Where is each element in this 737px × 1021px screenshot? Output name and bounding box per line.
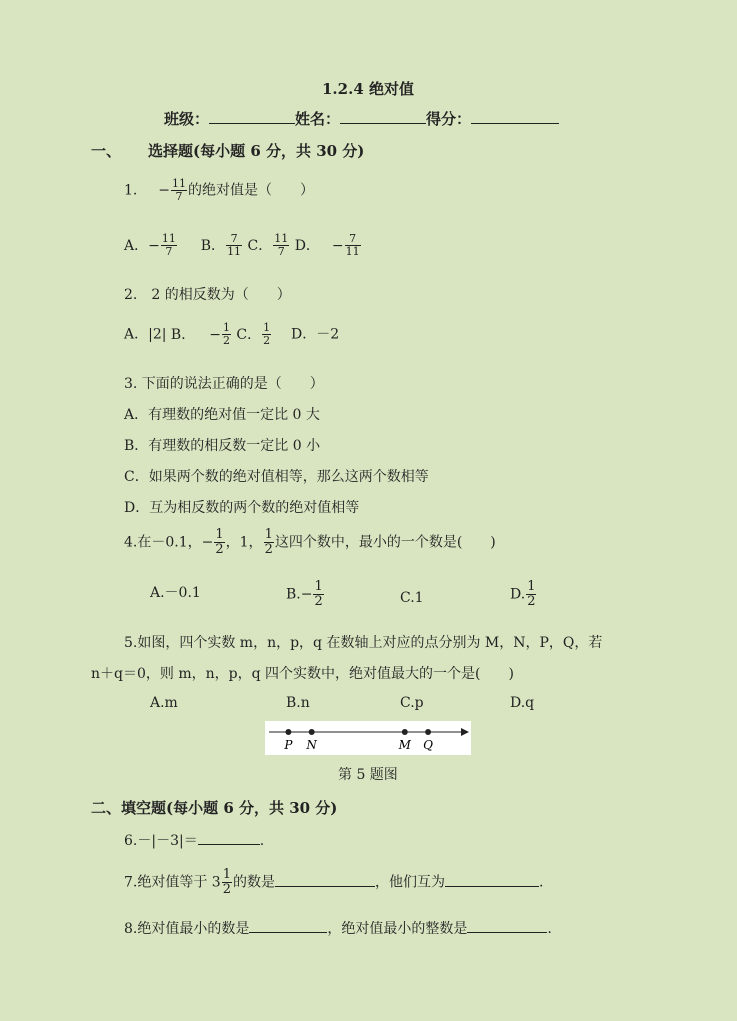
point-q	[425, 729, 431, 735]
page-title: 1.2.4 绝对值	[322, 80, 414, 98]
question-5-line1: 5.如图，四个实数 m，n，p，q 在数轴上对应的点分别为 M，N，P，Q，若	[124, 635, 603, 651]
q5-option-a[interactable]: A.m	[150, 695, 178, 711]
q4-option-c[interactable]: C.1	[400, 590, 424, 606]
q5-option-b[interactable]: B.n	[286, 695, 310, 711]
q6-blank[interactable]	[198, 830, 260, 845]
number-line-figure	[265, 721, 471, 755]
q3-option-a[interactable]: A．有理数的绝对值一定比 0 大	[124, 407, 320, 423]
point-p	[285, 729, 291, 735]
q5-option-d[interactable]: D.q	[510, 695, 535, 711]
question-3: 3. 下面的说法正确的是（ ）	[124, 376, 324, 392]
point-label-p: P	[284, 738, 293, 752]
q3-option-b[interactable]: B．有理数的相反数一定比 0 小	[124, 438, 321, 454]
name-blank[interactable]	[340, 109, 426, 124]
name-label: 姓名：	[295, 110, 341, 128]
q1-options	[124, 233, 362, 258]
question-6: 6.－|－3|＝ .	[124, 830, 264, 850]
q7-blank-2[interactable]	[445, 872, 539, 887]
question-2: 2. 2 的相反数为（ ）	[124, 287, 291, 303]
q8-blank-2[interactable]	[467, 918, 547, 933]
q3-option-c[interactable]: C．如果两个数的绝对值相等，那么这两个数相等	[124, 469, 429, 485]
q4-option-d[interactable]: D. $\frac{1}{2}$	[510, 579, 536, 609]
point-label-n: N	[306, 738, 317, 752]
section1-number: 一、	[91, 142, 122, 160]
q4-fraction-2: $\frac{1}{2}$	[264, 527, 273, 557]
q4-option-a[interactable]: A.－0.1	[150, 585, 201, 601]
q1-number: 1.	[124, 182, 138, 199]
question-8: 8.绝对值最小的数是 ，绝对值最小的整数是 .	[124, 918, 552, 938]
q7-fraction: $\frac{1}{2}$	[222, 867, 231, 897]
question-4: 4.在－0.1，− $\frac{1}{2}$ ，1， $\frac{1}{2}$ 这四个数中，最小的一个数是( )	[124, 527, 496, 557]
q2-option-c[interactable]: C． $\frac{1}{2}$	[236, 321, 271, 347]
q2-option-b[interactable]: B． − $\frac{1}{2}$	[170, 321, 230, 347]
point-n	[309, 729, 315, 735]
q1-text: 的绝对值是（ ）	[188, 182, 314, 199]
q1-option-c[interactable]: C． $\frac{11}{7}$	[247, 232, 289, 258]
q4-option-b[interactable]: B.− $\frac{1}{2}$	[286, 579, 323, 609]
point-m	[402, 729, 408, 735]
q1-fraction-sign: −	[158, 182, 170, 199]
q2-option-d[interactable]: D．－2	[291, 326, 340, 343]
question-5-line2: n＋q＝0，则 m，n，p，q 四个实数中，绝对值最大的一个是( )	[91, 666, 514, 682]
header-info	[164, 108, 559, 129]
section2-title: 二、填空题(每小题 6 分，共 30 分)	[91, 799, 338, 817]
q1-fraction: $\frac{11}{7}$	[172, 177, 186, 203]
section1-title: 选择题(每小题 6 分，共 30 分)	[148, 142, 365, 160]
q4-fraction-1: $\frac{1}{2}$	[215, 527, 224, 557]
q5-option-c[interactable]: C.p	[400, 695, 424, 711]
number-line-arrow	[461, 728, 469, 736]
figure-caption: 第 5 题图	[338, 767, 398, 783]
q2-options	[124, 322, 339, 347]
q1-option-b[interactable]: B． $\frac{7}{11}$	[200, 232, 242, 258]
q1-option-d[interactable]: D． − $\frac{7}{11}$	[294, 232, 360, 258]
class-blank[interactable]	[209, 109, 295, 124]
q8-blank-1[interactable]	[249, 918, 327, 933]
question-7: 7.绝对值等于 3 $\frac{1}{2}$ 的数是 ，他们互为 .	[124, 867, 544, 897]
question-1	[124, 178, 314, 203]
q2-option-a[interactable]: A．|2|	[124, 326, 167, 343]
q7-blank-1[interactable]	[275, 872, 375, 887]
class-label: 班级：	[164, 110, 210, 128]
point-label-m: M	[398, 738, 411, 752]
q1-option-a[interactable]: A．− $\frac{11}{7}$	[124, 232, 176, 258]
score-blank[interactable]	[471, 109, 559, 124]
score-label: 得分：	[426, 110, 472, 128]
number-line-svg	[265, 721, 471, 755]
point-label-q: Q	[423, 738, 434, 752]
q3-option-d[interactable]: D．互为相反数的两个数的绝对值相等	[124, 500, 360, 516]
